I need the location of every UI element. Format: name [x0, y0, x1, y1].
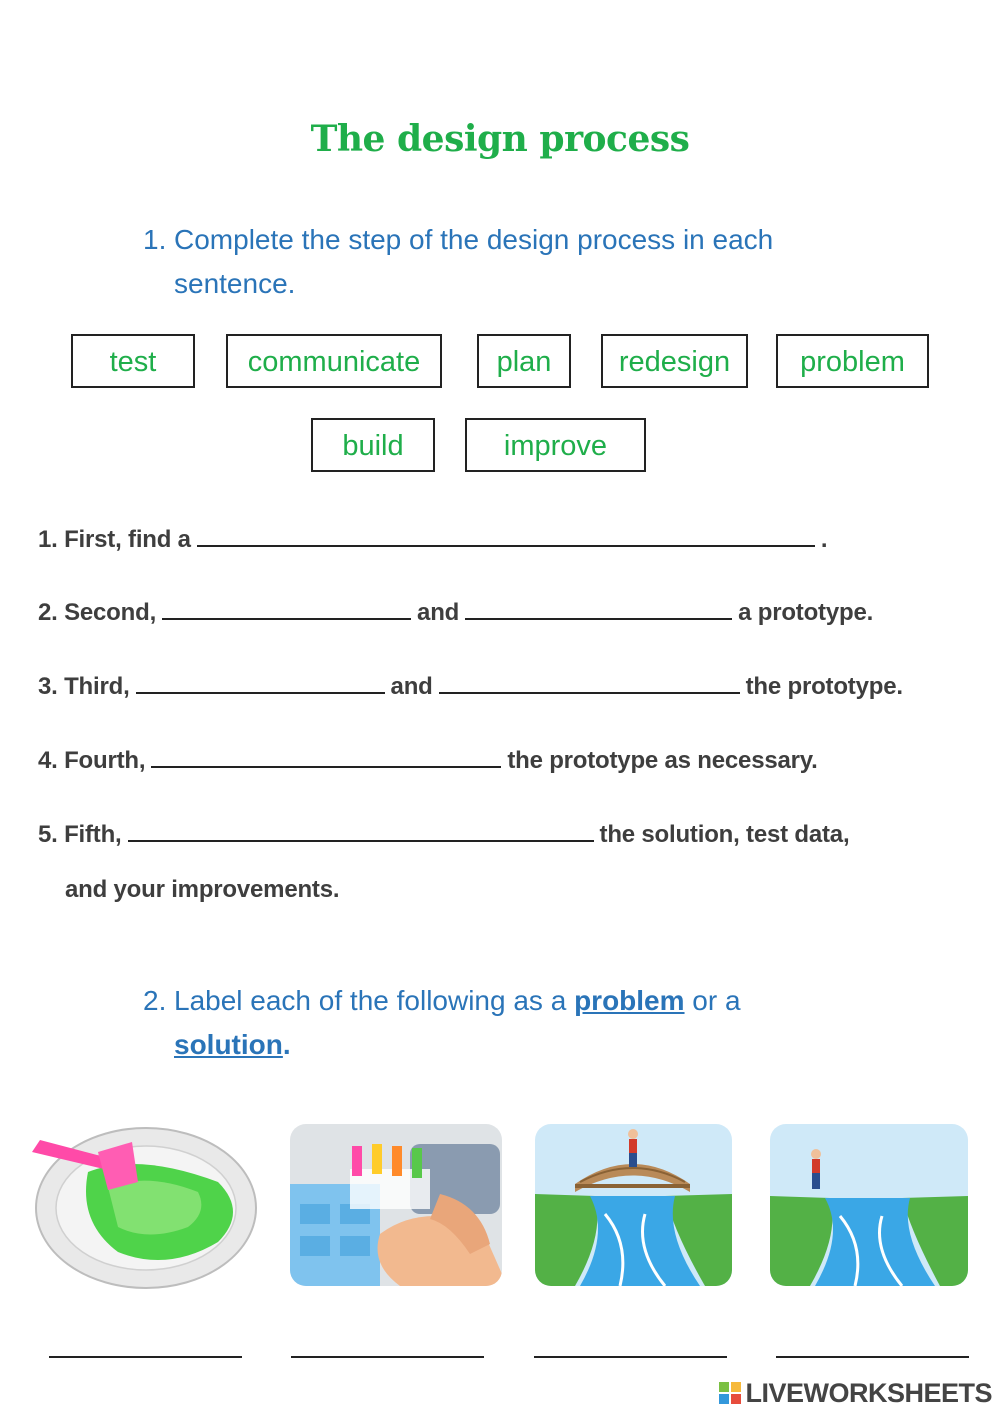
answer-line-3[interactable]	[534, 1356, 727, 1358]
question-2-number: 2.	[143, 985, 167, 1016]
sentence-5	[38, 820, 849, 850]
sentence-4	[38, 746, 818, 776]
sentence-2-start: 2. Second,	[38, 599, 157, 626]
sentence-3-end: the prototype.	[745, 673, 903, 700]
sentence-4-start: 4. Fourth,	[38, 747, 146, 774]
sentence-4-end: the prototype as necessary.	[507, 747, 818, 774]
question-2-mid: or a	[684, 985, 741, 1016]
blank-3b[interactable]	[439, 672, 740, 694]
blank-2a[interactable]	[162, 598, 411, 620]
answer-line-1[interactable]	[49, 1356, 242, 1358]
sentence-1-end: .	[820, 526, 828, 553]
sentence-2	[38, 598, 873, 628]
word-plan[interactable]: plan	[477, 334, 571, 388]
question-1-text	[174, 218, 874, 306]
blank-1[interactable]	[197, 525, 815, 547]
answer-line-4[interactable]	[776, 1356, 969, 1358]
solution-keyword: solution	[174, 1029, 283, 1060]
sentence-3-and: and	[390, 673, 433, 700]
sentence-2-and: and	[417, 599, 460, 626]
question-1-line1: Complete the step of the design process in each	[174, 224, 774, 255]
blank-2b[interactable]	[465, 598, 732, 620]
answer-line-2[interactable]	[291, 1356, 484, 1358]
question-2-text	[174, 979, 874, 1067]
word-test[interactable]: test	[71, 334, 195, 388]
sentence-5-start: 5. Fifth,	[38, 821, 122, 848]
question-1-number: 1.	[143, 224, 167, 255]
word-redesign[interactable]: redesign	[601, 334, 748, 388]
problem-keyword: problem	[574, 985, 685, 1016]
word-communicate[interactable]: communicate	[226, 334, 442, 388]
question-2-post: .	[282, 1029, 291, 1060]
person-at-river-edge-no-bridge-image	[770, 1124, 968, 1286]
question-2	[143, 979, 903, 1069]
sentence-5-continued: and your improvements.	[65, 876, 340, 903]
blank-3a[interactable]	[136, 672, 385, 694]
liveworksheets-logo-icon	[719, 1382, 741, 1404]
sentence-3-start: 3. Third,	[38, 673, 130, 700]
sentence-2-end: a prototype.	[738, 599, 874, 626]
liveworksheets-logo-text: LIVEWORKSHEETS	[745, 1378, 992, 1408]
sentence-5-end: the solution, test data,	[599, 821, 850, 848]
blank-4[interactable]	[151, 746, 501, 768]
word-build[interactable]: build	[311, 418, 435, 472]
word-problem[interactable]: problem	[776, 334, 929, 388]
person-on-bridge-over-river-image	[535, 1124, 732, 1286]
blank-5[interactable]	[128, 820, 594, 842]
melted-popsicle-plate-image	[28, 1112, 260, 1290]
sentence-1	[38, 525, 827, 555]
sentence-3	[38, 672, 903, 702]
question-1	[143, 218, 903, 308]
popsicle-mold-freezer-image	[290, 1124, 502, 1286]
liveworksheets-logo	[719, 1378, 992, 1409]
word-improve[interactable]: improve	[465, 418, 646, 472]
sentence-1-start: 1. First, find a	[38, 526, 191, 553]
question-2-pre: Label each of the following as a	[174, 985, 575, 1016]
page-title: The design process	[310, 118, 690, 160]
question-1-line2: sentence.	[174, 268, 296, 299]
